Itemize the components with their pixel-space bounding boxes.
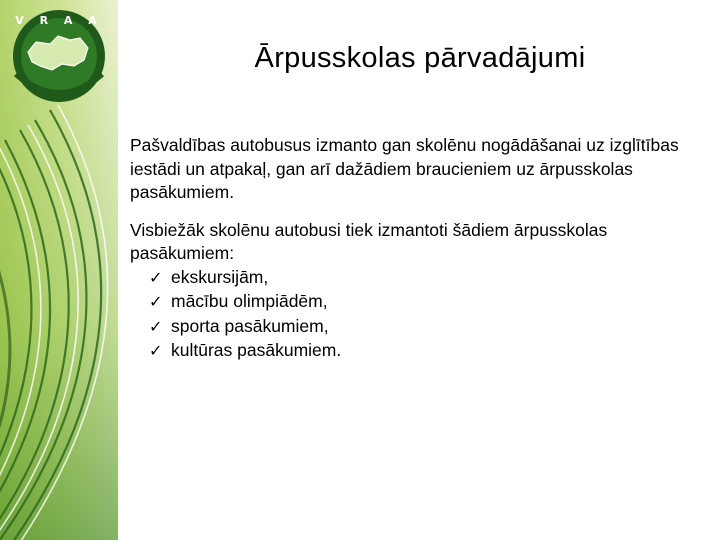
checkmark-icon: ✓ bbox=[149, 343, 163, 360]
list-item bbox=[130, 339, 695, 364]
paragraph-intro: Pašvaldības autobusus izmanto gan skolēnu nogādāšanai uz izglītības iestādi un atpakaļ, gan arī dažādiem braucieniem uz ārpusskolas pasākumiem. bbox=[130, 135, 679, 202]
list-item bbox=[130, 290, 695, 315]
vraa-logo bbox=[8, 4, 110, 116]
list-item-text: kultūras pasākumiem. bbox=[171, 340, 342, 360]
list-item-text: ekskursijām, bbox=[171, 266, 269, 287]
list-item bbox=[130, 266, 695, 291]
activities-list bbox=[130, 266, 695, 364]
checkmark-icon: ✓ bbox=[149, 269, 163, 287]
checkmark-icon: ✓ bbox=[149, 318, 163, 336]
logo-letters: V R A A bbox=[15, 14, 103, 27]
paragraph-list-intro: Visbiežāk skolēnu autobusi tiek izmantoti šādiem ārpusskolas pasākumiem: bbox=[130, 219, 608, 263]
list-item-text: sporta pasākumiem, bbox=[171, 315, 329, 336]
list-item-text: mācību olimpiādēm, bbox=[171, 291, 328, 311]
slide-title: Ārpusskolas pārvadājumi bbox=[254, 42, 586, 74]
checkmark-icon: ✓ bbox=[149, 294, 163, 311]
list-item bbox=[130, 315, 695, 340]
slide-body bbox=[130, 134, 695, 364]
vraa-logo-graphic bbox=[8, 4, 110, 116]
